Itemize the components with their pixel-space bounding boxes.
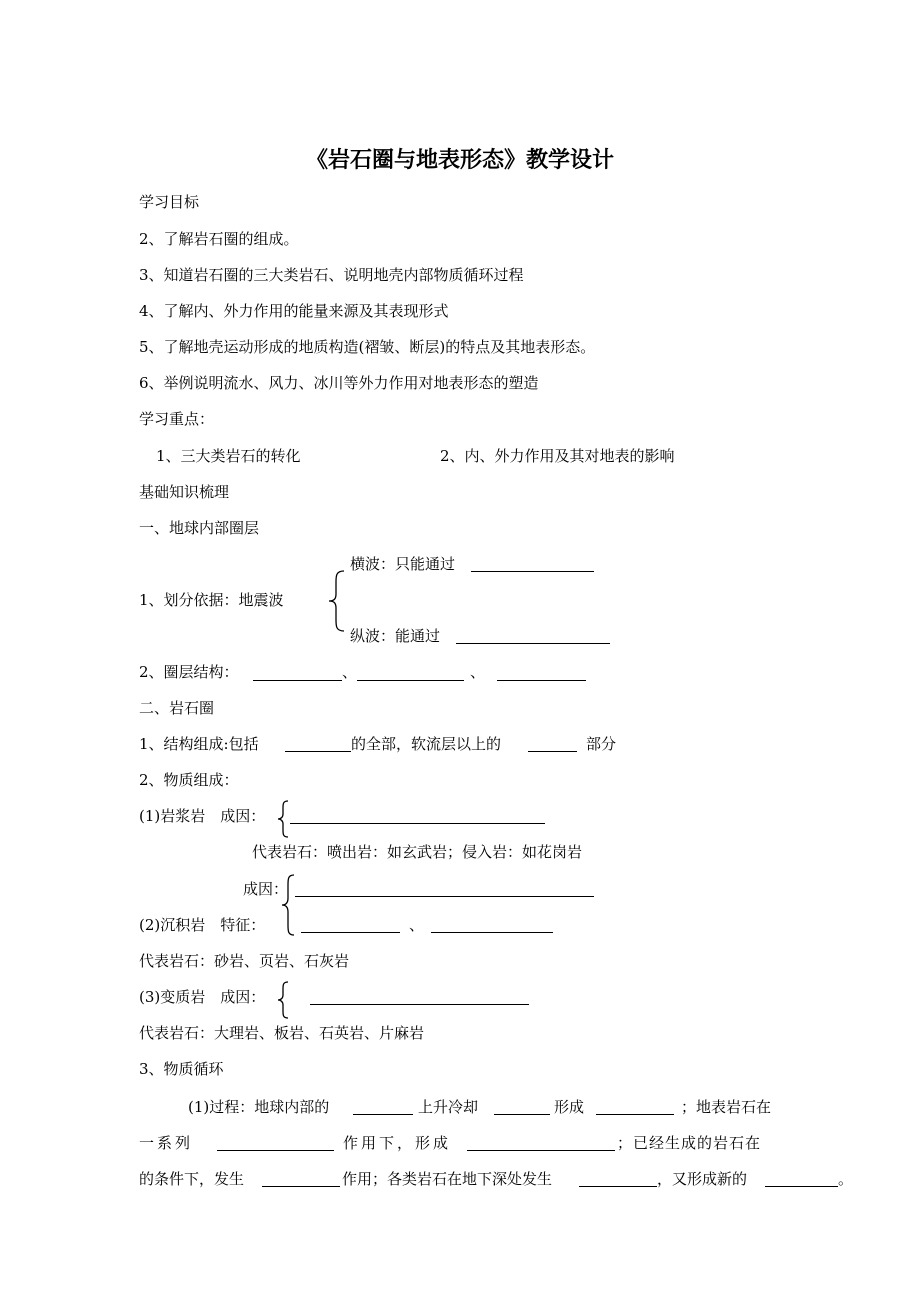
- cycle-text: 作用下，形成: [343, 1134, 452, 1152]
- layer-structure-label: 2、圈层结构：: [139, 663, 239, 681]
- material-cycle-label: 3、物质循环: [139, 1060, 224, 1078]
- blank-line: [471, 571, 594, 572]
- objective-item: 3、知道岩石圈的三大类岩石、说明地壳内部物质循环过程: [139, 266, 524, 284]
- composition-text: 的全部，软流层以上的: [351, 735, 502, 753]
- blank-line: [467, 1150, 615, 1151]
- left-brace-icon: [276, 800, 290, 838]
- igneous-representative: 代表岩石：喷出岩：如玄武岩；侵入岩：如花岗岩: [252, 843, 583, 861]
- blank-line: [262, 1186, 340, 1187]
- objective-item: 4、了解内、外力作用的能量来源及其表现形式: [139, 302, 449, 320]
- cycle-text: ；已经生成的岩石在: [617, 1134, 762, 1152]
- blank-line: [528, 751, 577, 752]
- separator: 、: [470, 663, 486, 681]
- cycle-text: 一系列: [139, 1134, 194, 1152]
- cycle-text: ，又形成新的: [657, 1170, 748, 1188]
- blank-line: [295, 896, 594, 897]
- blank-line: [596, 1114, 674, 1115]
- blank-line: [431, 932, 553, 933]
- objectives-heading: 学习目标: [139, 193, 200, 211]
- left-brace-icon: [276, 981, 290, 1019]
- composition-text: 1、结构组成:包括: [139, 735, 259, 753]
- separator: 、: [409, 916, 425, 934]
- blank-line: [357, 680, 464, 681]
- blank-line: [353, 1114, 413, 1115]
- longitudinal-wave-text: 纵波：能通过: [350, 627, 441, 645]
- key-point-item: 2、内、外力作用及其对地表的影响: [440, 447, 675, 465]
- cycle-text: 的条件下，发生: [139, 1170, 245, 1188]
- separator: 、: [342, 663, 358, 681]
- section1-heading: 一、地球内部圈层: [139, 519, 260, 537]
- blank-line: [310, 1004, 529, 1005]
- blank-line: [494, 1114, 550, 1115]
- blank-line: [290, 823, 545, 824]
- sedimentary-cause-label: 成因：: [243, 880, 289, 898]
- metamorphic-representative: 代表岩石：大理岩、板岩、石英岩、片麻岩: [139, 1024, 425, 1042]
- blank-line: [456, 643, 610, 644]
- composition-text: 部分: [586, 735, 617, 753]
- blank-line: [765, 1186, 838, 1187]
- left-brace-icon: [280, 874, 296, 936]
- section2-heading: 二、岩石圈: [139, 699, 215, 717]
- key-points-heading: 学习重点：: [139, 410, 215, 428]
- objective-item: 6、举例说明流水、风力、冰川等外力作用对地表形态的塑造: [139, 374, 539, 392]
- cycle-text: 作用；各类岩石在地下深处发生: [342, 1170, 553, 1188]
- sedimentary-representative: 代表岩石：砂岩、页岩、石灰岩: [139, 952, 350, 970]
- document-title: 《岩石圈与地表形态》教学设计: [305, 148, 614, 173]
- blank-line: [217, 1150, 334, 1151]
- transverse-wave-text: 横波：只能通过: [350, 555, 456, 573]
- basics-heading: 基础知识梳理: [139, 483, 230, 501]
- objective-item: 2、了解岩石圈的组成。: [139, 230, 299, 248]
- blank-line: [579, 1186, 657, 1187]
- blank-line: [301, 932, 400, 933]
- division-basis-label: 1、划分依据：地震波: [139, 591, 284, 609]
- blank-line: [285, 751, 351, 752]
- left-brace-icon: [326, 570, 346, 632]
- blank-line: [253, 680, 342, 681]
- metamorphic-rock-label: (3)变质岩 成因：: [139, 988, 266, 1006]
- cycle-text: 形成: [554, 1098, 585, 1116]
- material-composition-label: 2、物质组成：: [139, 771, 239, 789]
- sedimentary-rock-label: (2)沉积岩 特征：: [139, 916, 266, 934]
- blank-line: [497, 680, 586, 681]
- igneous-rock-label: (1)岩浆岩 成因：: [139, 807, 266, 825]
- cycle-text: 上升冷却: [418, 1098, 479, 1116]
- objective-item: 5、了解地壳运动形成的地质构造(褶皱、断层)的特点及其地表形态。: [139, 338, 596, 356]
- cycle-text: 。: [838, 1170, 854, 1188]
- cycle-text: (1)过程：地球内部的: [188, 1098, 330, 1116]
- key-point-item: 1、三大类岩石的转化: [156, 447, 301, 465]
- cycle-text: ；地表岩石在: [681, 1098, 772, 1116]
